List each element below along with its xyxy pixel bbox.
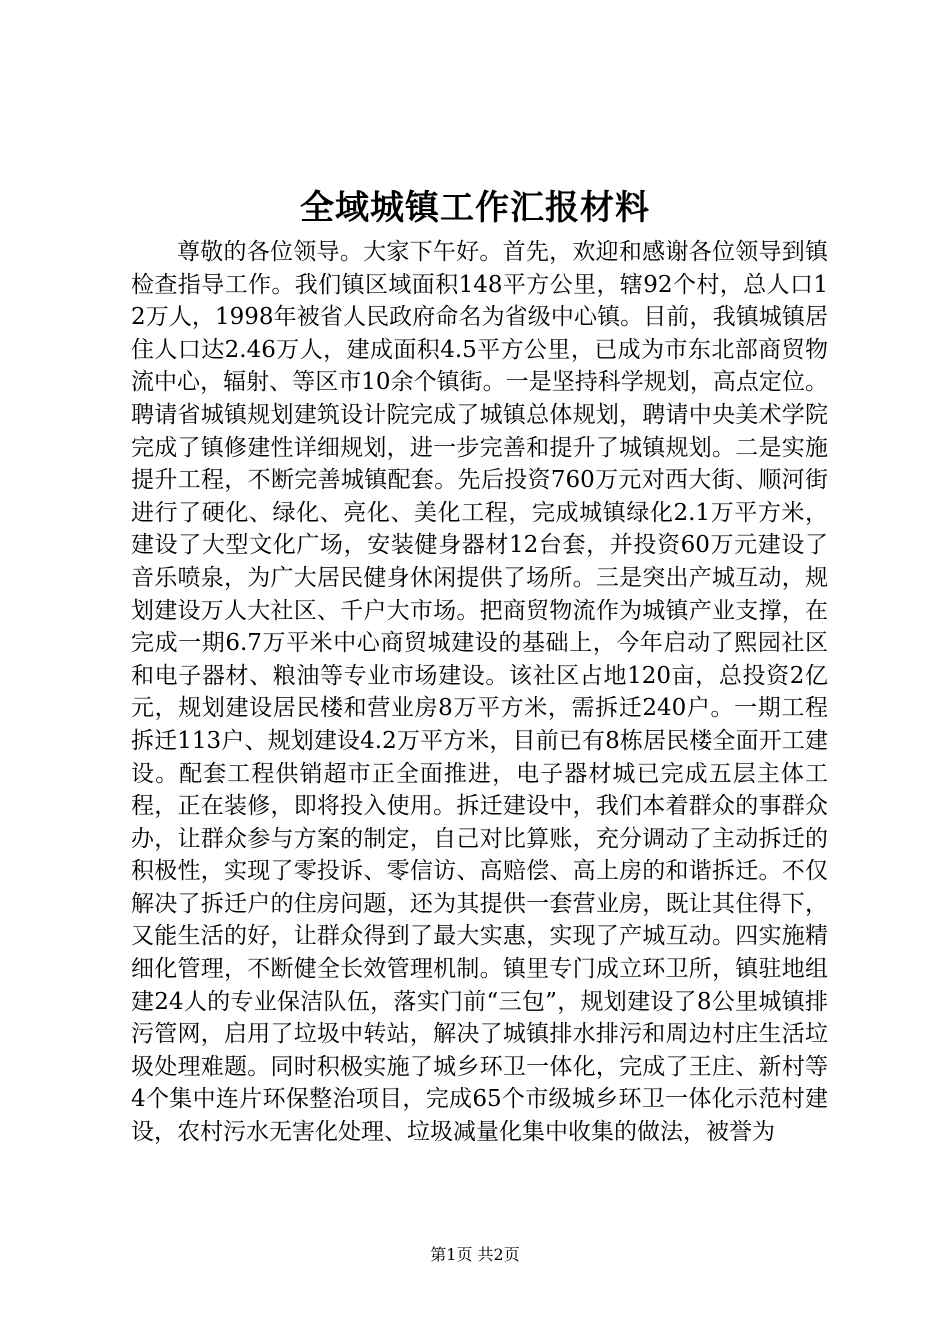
document-body-paragraph: 尊敬的各位领导。大家下午好。首先，欢迎和感谢各位领导到镇检查指导工作。我们镇区域面积148平方公里，辖92个村，总人口12万人，1998年被省人民政府命名为省级中心镇。目前，我镇城镇居住人口达2.46万人，建成面积4.5平方公里，已成为市东北部商贸物流中心，辐射、等区市10余个镇街。一是坚持科学规划，高点定位。聘请省城镇规划建筑设计院完成了城镇总体规划，聘请中央美术学院完成了镇修建性详细规划，进一步完善和提升了城镇规划。二是实施提升工程，不断完善城镇配套。先后投资760万元对西大街、顺河街进行了硬化、绿化、亮化、美化工程，完成城镇绿化2.1万平方米，建设了大型文化广场，安装健身器材12台套，并投资60万元建设了音乐喷泉，为广大居民健身休闲提供了场所。三是突出产城互动，规划建设万人大社区、千户大市场。把商贸物流作为城镇产业支撑，在完成一期6.7万平米中心商贸城建设的基础上，今年启动了熙园社区和电子器材、粮油等专业市场建设。该社区占地120亩，总投资2亿元，规划建设居民楼和营业房8万平方米，需拆迁240户。一期工程拆迁113户、规划建设4.2万平方米，目前已有8栋居民楼全面开工建设。配套工程供销超市正全面推进，电子器材城已完成五层主体工程，正在装修，即将投入使用。拆迁建设中，我们本着群众的事群众办，让群众参与方案的制定，自己对比算账，充分调动了主动拆迁的积极性，实现了零投诉、零信访、高赔偿、高上房的和谐拆迁。不仅解决了拆迁户的住房问题，还为其提供一套营业房，既让其住得下，又能生活的好，让群众得到了最大实惠，实现了产城互动。四实施精细化管理，不断健全长效管理机制。镇里专门成立环卫所，镇驻地组建24人的专业保洁队伍，落实门前“三包”，规划建设了8公里城镇排污管网，启用了垃圾中转站，解决了城镇排水排污和周边村庄生活垃圾处理难题。同时积极实施了城乡环卫一体化，完成了王庄、新村等4个集中连片环保整治项目，完成65个市级城乡环卫一体化示范村建设，农村污水无害化处理、垃圾减量化集中收集的做法，被誉为 xyxy=(131,239,828,1146)
document-title: 全域城镇工作汇报材料 xyxy=(300,188,650,228)
page-number-footer: 第1页 共2页 xyxy=(430,1245,520,1264)
